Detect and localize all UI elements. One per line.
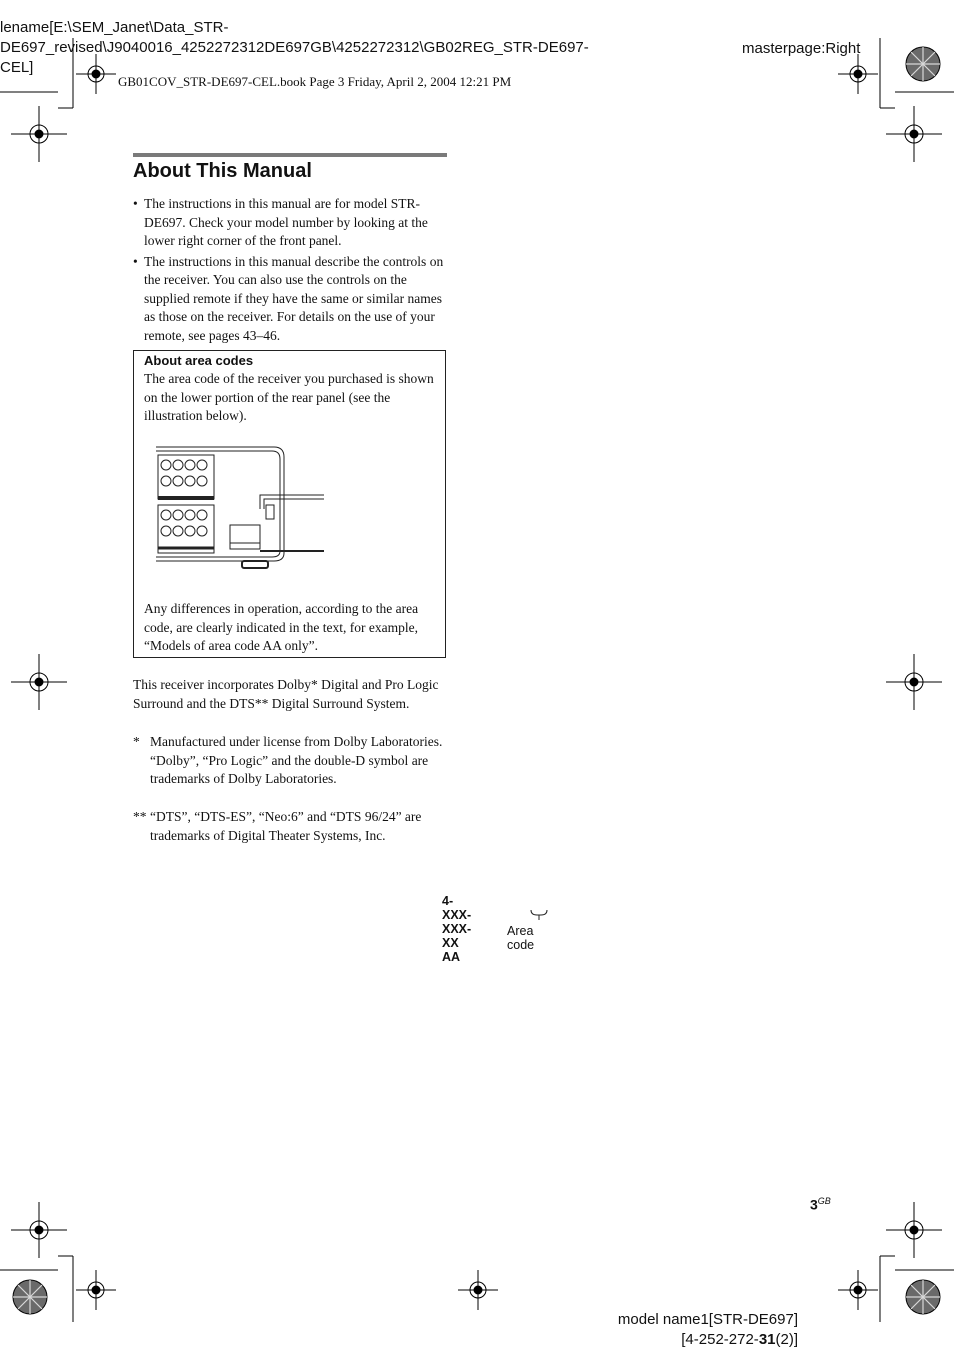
registration-mark-icon: [11, 1202, 67, 1258]
footnote-mark: *: [133, 734, 140, 749]
registration-mark-icon: [11, 106, 67, 162]
list-item: • The instructions in this manual describe the controls on the receiver. You can also use the controls on the supplied remote if they have the same or similar names as those on the receiver. For details on the use of your remote, see pages 43–46.: [133, 253, 447, 346]
footnote-mark: **: [133, 809, 147, 824]
page-title: About This Manual: [133, 160, 312, 182]
bullet-list: [133, 195, 447, 347]
header-masterpage: masterpage:Right: [742, 40, 861, 57]
body-paragraph: This receiver incorporates Dolby* Digital and Pro Logic Surround and the DTS** Digital Surround System.: [133, 677, 439, 711]
page-number-value: 3: [810, 1196, 818, 1213]
registration-mark-icon: [886, 106, 942, 162]
box-intro-text: The area code of the receiver you purchased is shown on the lower portion of the rear panel (see the illustration below).: [144, 371, 434, 423]
footnote: [133, 733, 447, 789]
registration-mark-icon: [11, 654, 67, 710]
page-number-suffix: GB: [817, 1196, 831, 1206]
registration-mark-icon: [458, 1270, 498, 1310]
box-heading: About area codes: [144, 353, 254, 368]
list-item: • The instructions in this manual are for model STR-DE697. Check your model number by looking at the lower right corner of the front panel.: [133, 195, 447, 251]
registration-mark-icon: [76, 1270, 116, 1310]
footnote: [133, 808, 447, 845]
area-code-number: 4-XXX-XXX-XX AA: [442, 894, 472, 964]
color-wheel-icon: [905, 46, 941, 82]
footer-code-prefix: [4-252-272-: [681, 1331, 759, 1348]
registration-mark-icon: [838, 54, 878, 94]
header-filename: lename[E:\SEM_Janet\Data_STR- DE697_revised\J9040016_4252272312DE697GB\4252272312\GB02REG_STR-DE697- CEL]: [0, 19, 589, 76]
footer-code-suffix: (2)]: [775, 1331, 798, 1348]
color-wheel-icon: [12, 1279, 48, 1315]
brace-icon: [529, 908, 549, 922]
footer-code: [681, 1331, 798, 1348]
title-rule: [133, 153, 447, 157]
footer-code-bold: 31: [758, 1331, 776, 1348]
rear-panel-illustration: [154, 443, 324, 573]
registration-mark-icon: [886, 1202, 942, 1258]
page-number: [810, 1196, 831, 1213]
footnote-line: “Dolby”, “Pro Logic” and the double-D symbol are trademarks of Dolby Laboratories.: [150, 752, 429, 786]
header-bookline: GB01COV_STR-DE697-CEL.book Page 3 Friday, April 2, 2004 12:21 PM: [118, 74, 512, 89]
footnote-line: “DTS”, “DTS-ES”, “Neo:6” and “DTS 96/24” are trademarks of Digital Theater Systems, Inc.: [150, 809, 422, 843]
color-wheel-icon: [905, 1279, 941, 1315]
registration-mark-icon: [838, 1270, 878, 1310]
box-outro-text: Any differences in operation, according to the area code, are clearly indicated in the text, for example, “Models of area code AA only”.: [144, 601, 419, 653]
footer-model: model name1[STR-DE697]: [617, 1311, 798, 1328]
footnote-line: Manufactured under license from Dolby Laboratories.: [150, 734, 443, 749]
registration-mark-icon: [886, 654, 942, 710]
area-code-label: Area code: [507, 924, 535, 952]
